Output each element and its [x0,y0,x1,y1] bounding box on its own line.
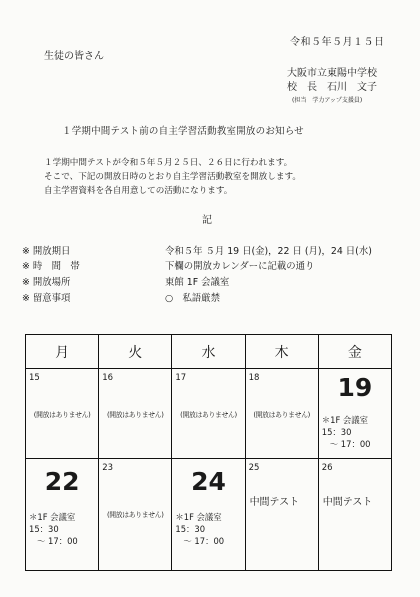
calendar-week-1 [26,369,392,459]
day-number: 16 [102,373,114,383]
calendar-cell [318,459,391,571]
open-details [175,511,224,547]
open-details [322,414,371,450]
calendar-cell [245,369,318,459]
detail-value-time: 下欄の開放カレンダーに記載の通り [165,261,315,272]
calendar-week-2 [26,459,392,571]
calendar-cell [245,459,318,571]
day-number: 26 [321,463,333,473]
open-room: ＊1F 会議室 [175,512,222,522]
calendar-cell [26,459,99,571]
open-day-number: 24 [191,467,226,496]
calendar-cell [318,369,391,459]
open-calendar [25,334,392,571]
weekday-fri: 金 [318,335,391,369]
calendar-cell [99,459,172,571]
exam-note: 中間テスト [249,497,300,508]
ki-heading: 記 [202,215,212,226]
calendar-header-row [26,335,392,369]
exam-note: 中間テスト [322,497,373,508]
day-number: 18 [248,373,260,383]
open-start-time: 15：30 [321,427,352,437]
weekday-tue: 火 [99,335,172,369]
day-number: 23 [102,463,114,473]
closed-note: (開放はありません) [106,511,164,519]
recipient-line: 生徒の皆さん [44,51,104,62]
body-line-1: １学期中間テストが令和５年５月２５日、２６日に行われます。 [44,158,293,168]
open-details [29,511,78,547]
document-date: 令和５年５月１５日 [290,37,385,48]
body-line-2: そこで、下記の開放日時のとおり自主学習活動教室を開放します。 [44,172,301,182]
closed-note: (開放はありません) [106,411,164,419]
day-number: 17 [175,373,187,383]
calendar-cell [99,369,172,459]
contact-person: (担当 学力アップ支援員) [292,97,363,104]
school-name: 大阪市立東陽中学校 [287,68,377,79]
closed-note: (開放はありません) [180,411,237,419]
detail-value-dates: 令和５年 ５月 19 日(金)，22 日 (月)，24 日(水) [165,246,372,257]
detail-value-notes: ○ 私語厳禁 [165,293,221,304]
closed-note: (開放はありません) [253,411,310,419]
open-end-time: ～ 17：00 [329,439,371,449]
open-start-time: 15：30 [29,524,59,534]
detail-label-notes: ※ 留意事項 [22,293,71,304]
weekday-mon: 月 [26,335,99,369]
closed-note: (開放はありません) [33,411,91,419]
body-line-3: 自主学習資料を各自用意しての活動になります。 [44,186,233,196]
open-day-number: 19 [337,373,373,402]
detail-value-place: 東館 1F 会議室 [165,277,230,288]
notice-title: １学期中間テスト前の自主学習活動教室開放のお知らせ [62,126,304,137]
calendar-cell [26,369,99,459]
weekday-thu: 木 [245,335,318,369]
weekday-wed: 水 [172,335,245,369]
open-start-time: 15：30 [175,524,206,534]
calendar-cell [172,369,245,459]
day-number: 15 [29,373,40,383]
open-end-time: ～ 17：00 [37,536,78,546]
open-day-number: 22 [44,467,80,496]
open-end-time: ～ 17：00 [183,536,225,546]
principal-name: 校 長 石川 文子 [287,82,377,93]
open-room: ＊1F 会議室 [321,415,369,425]
calendar-cell [172,459,245,571]
detail-label-dates: ※ 開放期日 [22,246,71,257]
detail-label-place: ※ 開放場所 [22,277,71,288]
day-number: 25 [248,463,260,473]
open-room: ＊1F 会議室 [29,512,76,522]
detail-label-time: ※ 時 間 帯 [22,261,80,272]
